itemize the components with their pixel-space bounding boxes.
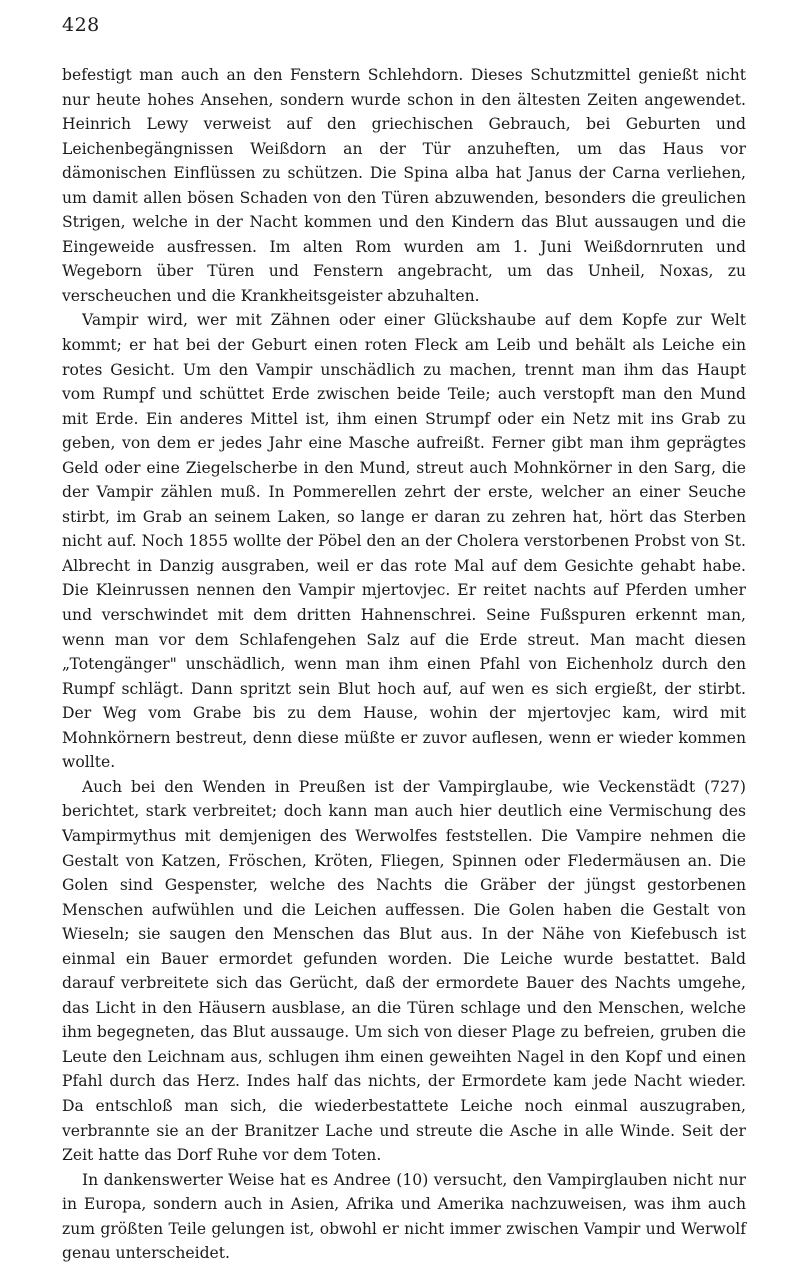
paragraph: Vampir wird, wer mit Zähnen oder einer Glückshaube auf dem Kopfe zur Welt kommt; er hat bei der Geburt einen roten Fleck am Leib und behält als Leiche ein rotes Gesicht. Um den Vampir unschädlich zu machen, trennt man ihm das Haupt vom Rumpf und schüttet Erde zwischen beide Teile; auch verstopft man den Mund mit Erde. Ein anderes Mittel ist, ihm einen Strumpf oder ein Netz mit ins Grab zu geben, von dem er jedes Jahr eine Masche aufreißt. Ferner gibt man ihm geprägtes Geld oder eine Ziegelscherbe in den Mund, streut auch Mohnkörner in den Sarg, die der Vampir zählen muß. In Pommerellen zehrt der erste, welcher an einer Seuche stirbt, im Grab an seinem Laken, so lange er daran zu zehren hat, hört das Sterben nicht auf. Noch 1855 wollte der Pöbel den an der Cholera verstorbenen Probst von St. Albrecht in Danzig ausgraben, weil er das rote Mal auf dem Gesichte gehabt habe. Die Kleinrussen nennen den Vampir mjertovjec. Er reitet nachts auf Pferden umher und verschwindet mit dem dritten Hahnenschrei. Seine Fußspuren erkennt man, wenn man vor dem Schlafengehen Salz auf die Erde streut. Man macht diesen „Totengänger" unschädlich, wenn man ihm einen Pfahl von Eichenholz durch den Rumpf schlägt. Dann spritzt sein Blut hoch auf, auf wen es sich ergießt, der stirbt. Der Weg vom Grabe bis zu dem Hause, wohin der mjertovjec kam, wird mit Mohnkörnern bestreut, denn diese müßte er zuvor auflesen, wenn er wieder kommen wollte. — [62, 311, 746, 772]
paragraph: Auch bei den Wenden in Preußen ist der Vampirglaube, wie Veckenstädt (727) berichtet, stark verbreitet; doch kann man auch hier deutlich eine Vermischung des Vampirmythus mit demjenigen des Werwolfes feststellen. Die Vampire nehmen die Gestalt von Katzen, Fröschen, Kröten, Fliegen, Spinnen oder Fledermäusen an. Die Golen sind Gespenster, welche des Nachts die Gräber der jüngst gestorbenen Menschen aufwühlen und die Leichen auffessen. Die Golen haben die Gestalt von Wieseln; sie saugen den Menschen das Blut aus. In der Nähe von Kiefebusch ist einmal ein Bauer ermordet gefunden worden. Die Leiche wurde bestattet. Bald darauf verbreitete sich das Gerücht, daß der ermordete Bauer des Nachts umgehe, das Licht in den Häusern ausblase, an die Türen schlage und den Menschen, welche ihm begegneten, das Blut aussauge. Um sich von dieser Plage zu befreien, gruben die Leute den Leichnam aus, schlugen ihm einen geweihten Nagel in den Kopf und einen Pfahl durch das Herz. Indes half das nichts, der Ermordete kam jede Nacht wieder. Da entschloß man sich, die wiederbestattete Leiche noch einmal auszugraben, verbrannte sie an der Branitzer Lache und streute die Asche in alle Winde. Seit der Zeit hatte das Dorf Ruhe vor dem Toten. — [62, 777, 746, 1165]
page-number: 428 — [62, 14, 100, 36]
body-text — [62, 63, 746, 1266]
paragraph: befestigt man auch an den Fenstern Schlehdorn. Dieses Schutzmittel genießt nicht nur heute hohes Ansehen, sondern wurde schon in den ältesten Zeiten angewendet. Heinrich Lewy verweist auf den griechischen Gebrauch, bei Geburten und Leichenbegängnissen Weißdorn an der Tür anzuheften, um das Haus vor dämonischen Einflüssen zu schützen. Die Spina alba hat Janus der Carna verliehen, um damit allen bösen Schaden von den Türen abzuwenden, besonders die greulichen Strigen, welche in der Nacht kommen und den Kindern das Blut aussaugen und die Eingeweide ausfressen. Im alten Rom wurden am 1. Juni Weißdornruten und Wegeborn über Türen und Fenstern angebracht, um das Unheil, Noxas, zu verscheuchen und die Krankheitsgeister abzuhalten. — [62, 66, 746, 305]
paragraph: In dankenswerter Weise hat es Andree (10) versucht, den Vampirglauben nicht nur in Europa, sondern auch in Asien, Afrika und Amerika nachzuweisen, was ihm auch zum größten Teile gelungen ist, obwohl er nicht immer zwischen Vampir und Werwolf genau unterscheidet. — [62, 1170, 746, 1263]
